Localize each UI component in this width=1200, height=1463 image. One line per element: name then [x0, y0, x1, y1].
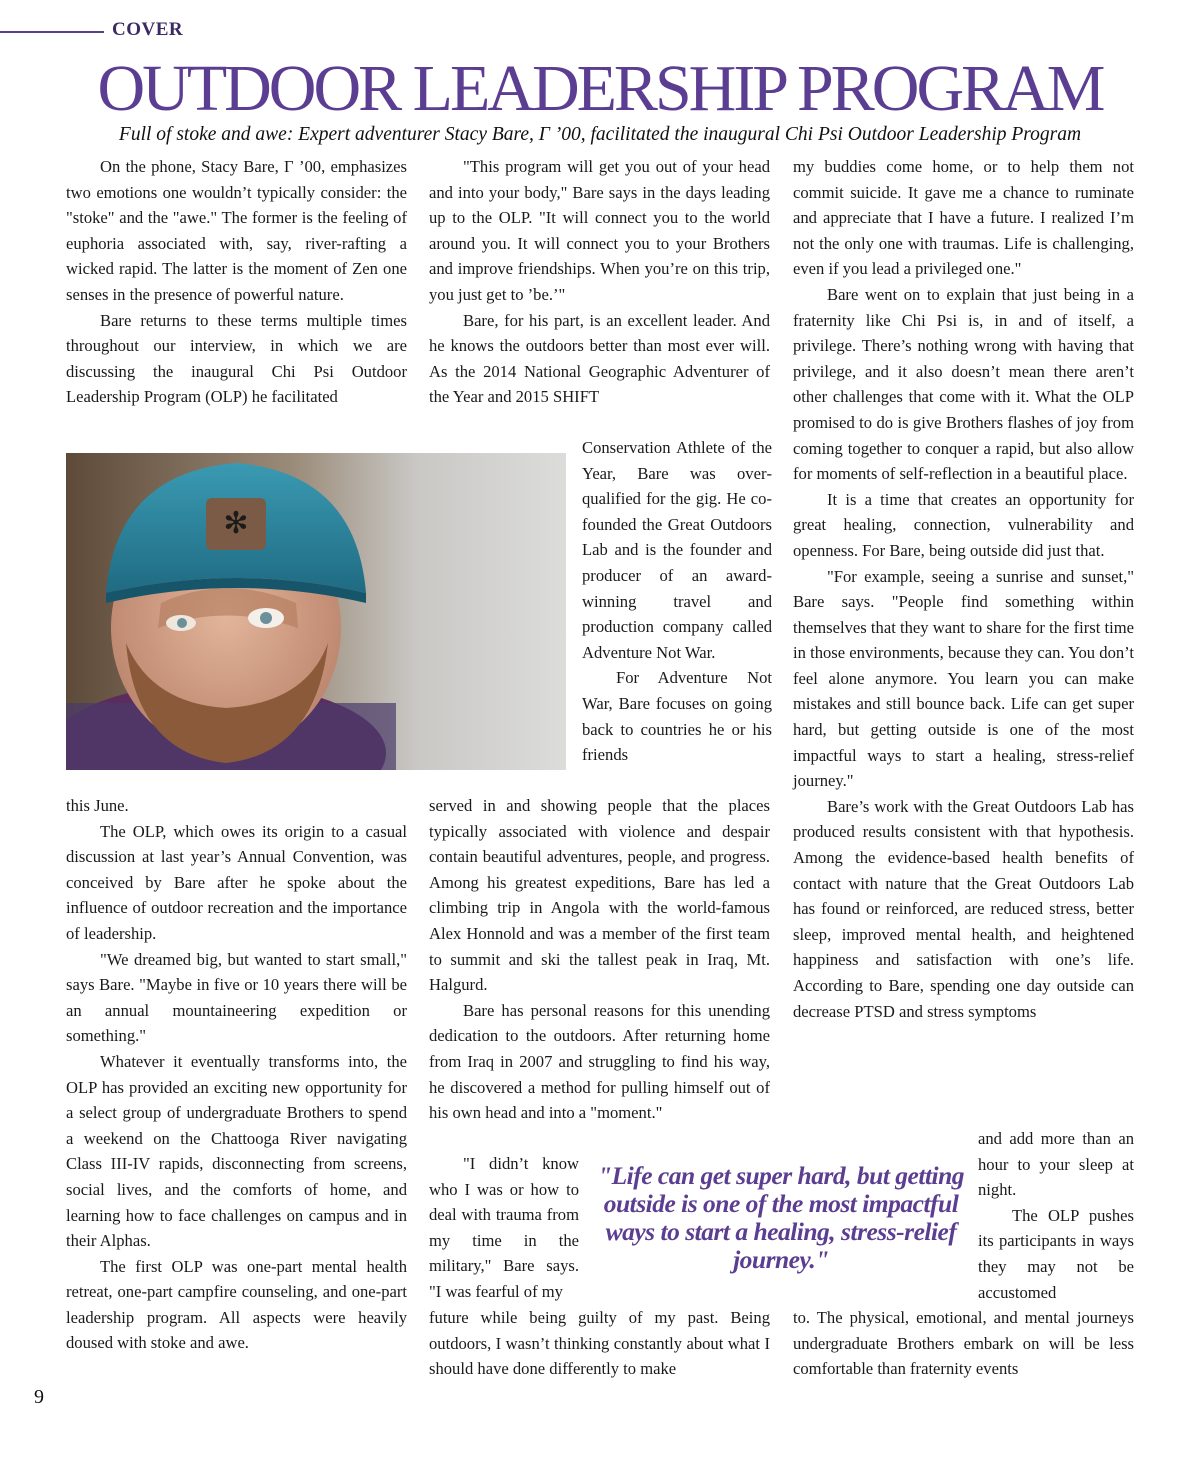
paragraph: served in and showing people that the places typically associated with violence and despair contain beautiful adventures, people, and progress. Among his greatest expeditions, Bare has led a climbing trip in Angola with the world-famous Alex Honnold and was a member of the first team to summit and ski the tallest peak in Iraq, Mt. Halgurd. [429, 796, 770, 995]
col2-quote-side [429, 1151, 579, 1305]
col1-top [66, 154, 407, 410]
paragraph: On the phone, Stacy Bare, Γ ’00, emphasizes two emotions one wouldn’t typically consider: the "stoke" and the "awe." The former is the feeling of euphoria associated with, say, river-rafting a wicked rapid. The latter is the moment of Zen one senses in the presence of powerful nature. [66, 157, 407, 304]
paragraph: Bare, for his part, is an excellent leader. And he knows the outdoors better than most ever will. As the 2014 National Geographic Adventurer of the Year and 2015 SHIFT [429, 310, 770, 407]
paragraph: The first OLP was one-part mental health retreat, one-part campfire counseling, and one-part leadership program. All aspects were heavily doused with stoke and awe. [66, 1256, 407, 1353]
headline: OUTDOOR LEADERSHIP PROGRAM [97, 52, 1103, 125]
col1-bottom [66, 793, 407, 1356]
col2-bottom [429, 1305, 770, 1382]
col2-top [429, 154, 770, 410]
paragraph: Whatever it eventually transforms into, the OLP has provided an exciting new opportunity for a select group of undergraduate Brothers to spend a weekend on the Chattooga River navigating Class III-IV rapids, disconnecting from screens, social lives, and the comforts of home, and learning how to face challenges on campus and in their Alphas. [66, 1051, 407, 1251]
paragraph: "I didn’t know who I was or how to deal with trauma from my time in the military," Bare says. "I was fearful of my [429, 1154, 579, 1301]
col3-narrow [978, 1126, 1134, 1305]
col3-top [793, 154, 1134, 1024]
paragraph: For Adventure Not War, Bare focuses on going back to countries he or his friends [582, 668, 772, 765]
paragraph: It is a time that creates an opportunity for great healing, connection, vulnerability and openness. For Bare, being outside did just that. [793, 489, 1134, 560]
col2-mid [429, 793, 770, 1126]
subhead: Full of stoke and awe: Expert adventurer Stacy Bare, Γ ’00, facilitated the inaugural Chi Psi Outdoor Leadership Program [118, 124, 1082, 145]
paragraph: Bare returns to these terms multiple times throughout our interview, in which we are discussing the inaugural Chi Psi Outdoor Leadership Program (OLP) he facilitated [66, 310, 407, 407]
paragraph: and add more than an hour to your sleep at night. [978, 1129, 1134, 1200]
page-number: 9 [34, 1386, 44, 1408]
paragraph: "This program will get you out of your head and into your body," Bare says in the days leading up to the OLP. "It will connect you to the world around you. It will connect you to your Brothers and improve friendships. When you’re on this trip, you just get to ’be.’" [429, 157, 770, 304]
paragraph: Bare’s work with the Great Outdoors Lab has produced results consistent with that hypothesis. Among the evidence-based health benefits of contact with nature that the Great Outdoors Lab has found or reinforced, are reduced stress, better sleep, improved mental health, and heightened happiness and satisfaction with one’s life. According to Bare, spending one day outside can decrease PTSD and stress symptoms [793, 796, 1134, 1021]
paragraph: "We dreamed big, but wanted to start small," says Bare. "Maybe in five or 10 years there will be an annual mountaineering expedition or something." [66, 949, 407, 1046]
paragraph: Bare went on to explain that just being in a fraternity like Chi Psi is, in and of itself, a privilege. There’s nothing wrong with having that privilege, and it also doesn’t mean there aren’t other challenges that come with it. What the OLP promised to do is give Brothers flashes of joy from coming together to conquer a rapid, but also allow for moments of self-reflection in a beautiful place. [793, 284, 1134, 484]
portrait-photo [66, 453, 566, 770]
paragraph: to. The physical, emotional, and mental journeys undergraduate Brothers embark on will be less comfortable than fraternity events [793, 1308, 1134, 1379]
paragraph: The OLP pushes its participants in ways they may not be accustomed [978, 1205, 1134, 1302]
paragraph: "For example, seeing a sunrise and sunset," Bare says. "People find something within themselves that they want to share for the first time in those environments, because they can. You don’t feel alone anymore. You learn you can make mistakes and still bounce back. Life can get super hard, but getting outside is one of the most impactful ways to start a healing, stress-relief journey." [793, 566, 1134, 791]
section-label: COVER [112, 19, 184, 40]
portrait-illustration [66, 453, 566, 770]
pull-quote: "Life can get super hard, but getting outside is one of the most impactful ways to start a healing, stress-relief journey." [597, 1161, 965, 1274]
col3-bottom [793, 1305, 1134, 1382]
paragraph: my buddies come home, or to help them not commit suicide. It gave me a chance to ruminate and appreciate that I have a future. I realized I’m not the only one with traumas. Life is challenging, even if you lead a privileged one." [793, 157, 1134, 279]
paragraph: The OLP, which owes its origin to a casual discussion at last year’s Annual Convention, was conceived by Bare after he spoke about the influence of outdoor recreation and the importance of leadership. [66, 821, 407, 943]
svg-text:✻: ✻ [223, 506, 249, 541]
paragraph: future while being guilty of my past. Being outdoors, I wasn’t thinking constantly about what I should have done differently to make [429, 1308, 770, 1379]
paragraph: Conservation Athlete of the Year, Bare was overqualified for the gig. He co-founded the Great Outdoors Lab and is the founder and producer of an award-winning travel and production company called Adventure Not War. [582, 438, 772, 662]
col2-narrow [582, 435, 772, 768]
paragraph: Bare has personal reasons for this unending dedication to the outdoors. After returning home from Iraq in 2007 and struggling to find his way, he discovered a method for pulling himself out of his own head and into a "moment." [429, 1000, 770, 1123]
paragraph: this June. [66, 796, 129, 815]
section-rule [0, 31, 104, 33]
